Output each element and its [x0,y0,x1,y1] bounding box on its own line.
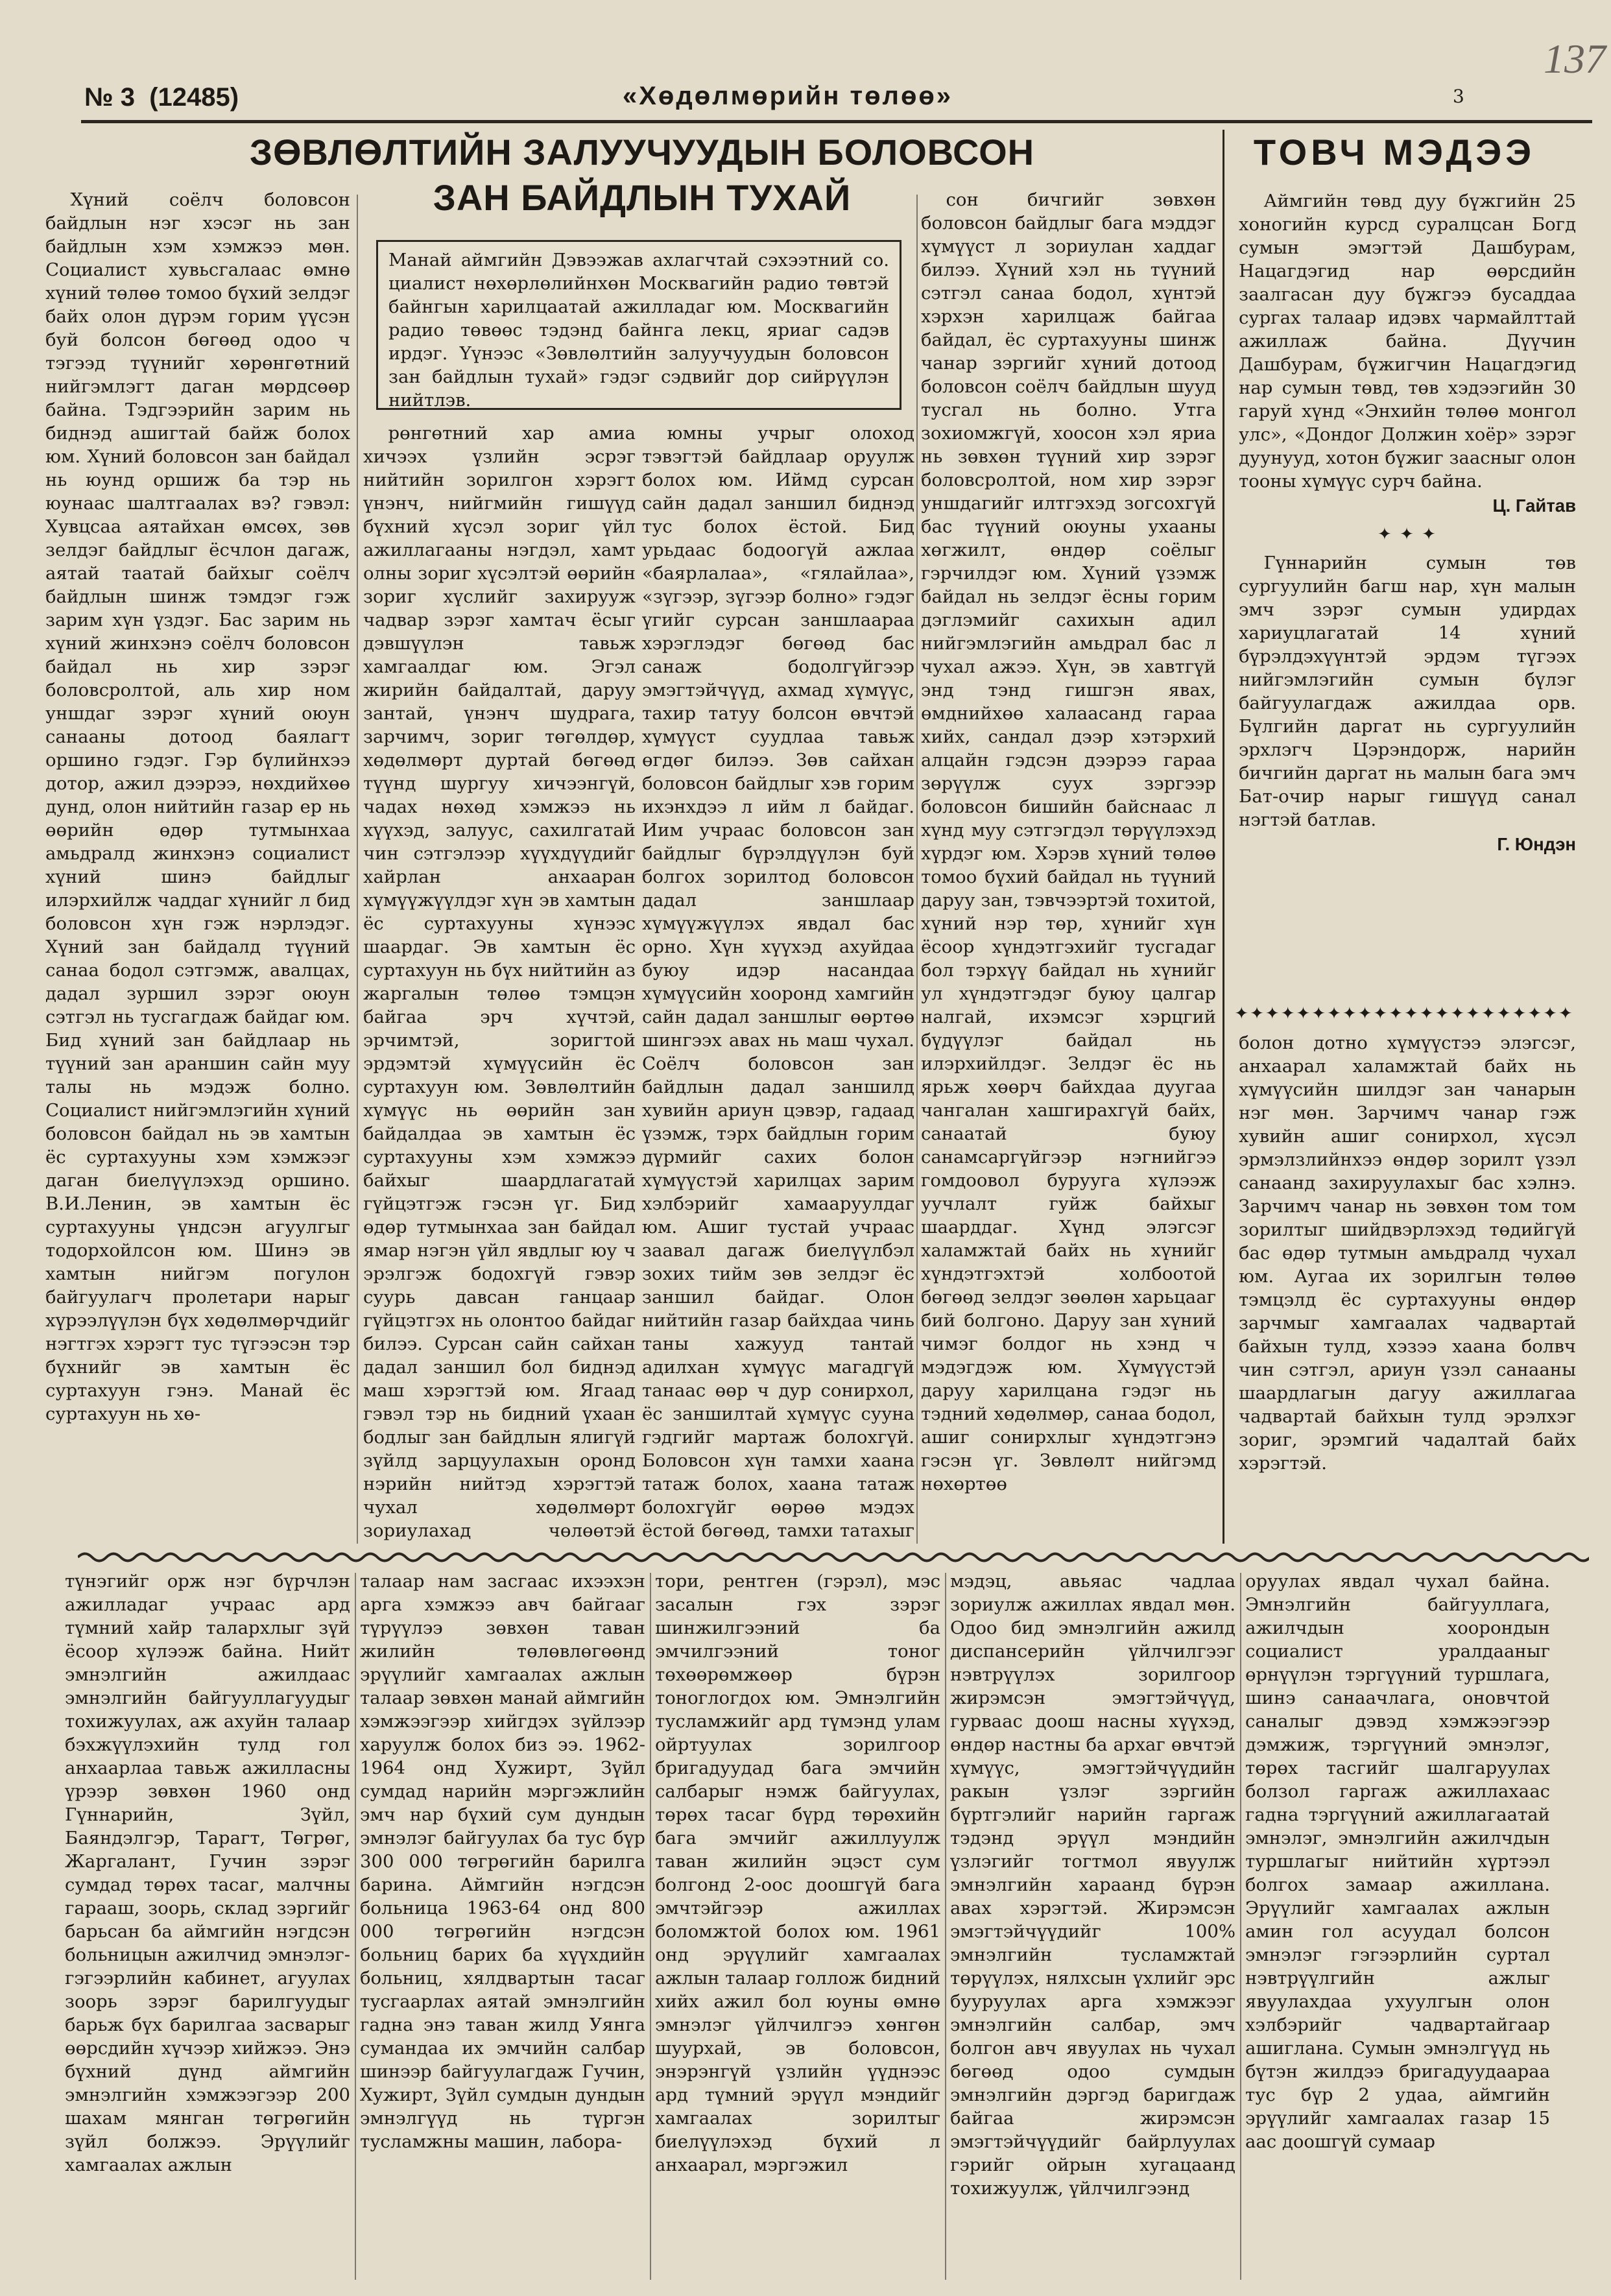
column-divider [945,1573,946,2280]
handwritten-number: 137 [1544,36,1606,82]
masthead: «Хөдөлмөрийн төлөө» [623,82,953,110]
news-title: ТОВЧ МЭДЭЭ [1253,132,1536,173]
column-divider [355,1573,356,2280]
column-divider [1240,1573,1241,2280]
article-column-4: сон бичгийг зөвхөн боловсон байдлыг бага мэддэг хүмүүст л зориулан хаддаг билээ. Хүний хэл нь түүний сэтгэл санаа бодол, хүнтэй хэрхэн харилцаж байгаа байдал, ёс суртахууны шинж чанар зэргийг хүний дотоод боловсон соёлч байдлын шууд тусгал нь болно. Утга зохиомжгүй, хоосон хэл яриа нь зөвхөн түүний хир зэрэг боловсролтой, ном хир зэрэг уншдагийг илтгэхэд зогсохгүй бас түүний оюуны ухааны хөгжилт, өндөр соёлыг гэрчилдэг юм. Хүний үзэмж байдал нь зелдэг ёсны горим дэглэмийг сахихын адил нийгэмлэгийн амьдрал бас л чухал ажээ. Хүн, эв хавтгүй энд тэнд гишгэн явах, өмднийхөө халаасанд гараа хийх, сандал дээр хэтэрхий алцайн гэдсэн дээрээ гараа зөрүүлж суух зэргээр боловсон бишийн байснаас л хүнд муу сэтгэгдэл төрүүлэхэд хүрдэг юм. Хэрэв хүний төлөө томоо бүхий байдал нь түүний даруу зан, тэвчээртэй тохитой, хүний нэр төр, хүнийг хүн ёсоор хүндэтгэхийг тусгадаг бол тэрхүү байдал нь хүнийг ул хүндэтгэдэг буюу цалгар налгай, ихэмсэг хэрцгий бүдүүлэг байдал нь илэрхийлдэг. Зелдэг ёс нь ярьж хөөрч байхдаа дуугаа чангалан хашгирахгүй байх, санаатай буюу санамсаргүйгээр нэгнийгээ гомдоовол бурууга хүлээж уучлалт гуйж байхыг шаарддаг. Хүнд элэгсэг халамжтай байх нь хүнийг хүндэтгэхтэй холбоотой бөгөөд зелдэг зөөлөн харьцааг бий болгоно. Даруу зан хүний чимэг болдог нь хэнд ч мэдэгдэж юм. Хүмүүстэй даруу харилцана гэдэг нь тэдний хөдөлмөр, санаа бодол, ашиг сонирхлыг хүндэтгэнэ гэсэн үг. Зөвлөлт нийгэмд нөхөртөө [921,189,1216,1494]
news-ornament-divider: ✦✦✦✦✦✦✦✦✦✦✦✦✦✦✦✦✦✦✦✦✦✦ [1234,1004,1574,1023]
issue-number: № 3 (12485) [84,83,239,112]
article-lead-box: Манай аймгийн Дэвээжав ахлагчтай сэхээтний со. циалист нөхөрлөлийнхөн Москвагийн радио төвтэй байнгын харилцаатай ажилладаг юм. Москвагийн радио төвөөс тэдэнд байнга лекц, яриаг садэв ирдэг. Үүнээс «Зөвлөлтийн залуучуудын боловсон зан байдлын тухай» гэдэг сэдвийг дор сийрүүлэн нийтлэв. [376,240,901,410]
column-divider [357,195,358,1544]
header-rule [81,120,1592,123]
section-wave-divider [78,1548,1589,1567]
health-article-column-5: оруулах явдал чухал байна. Эмнэлгийн байгууллага, ажилчдын хоорондын социалист уралдааныг өрнүүлэн тэргүүний туршлага, шинэ санаачлага, оновчтой саналыг дэвэд хэмжээгээр дэмжиж, тэргүүний эмнэлэг, төрөх тасгийг шалгаруулах болзол гаргаж ажиллахаас гадна тэргүүний ажиллагаатай эмнэлэг, эмнэлгийн ажилчдын туршлагыг нийтийн хүртээл болгох замаар ажиллана. Эрүүлийг хамгаалах ажлын амин гол асуудал болсон эмнэлэг гэгээрлийн суртал нэвтрүүлгийн ажлыг явуулахдаа ухуулгын олон хэлбэрийг чадвартайгаар ашиглана. Сумын эмнэлгүүд нь бүтэн жилдээ бригадуудаараа тус бүр 2 удаа, аймгийн эрүүлийг хамгаалах газар 15 аас доошгүй сумаар [1245,1571,1550,2152]
health-article-column-4: мэдэц, авьяас чадлаа зориулж ажиллах явдал мөн. Одоо бид эмнэлгийн ажилд диспансерийн үйлчилгээг нэвтрүүлэх зорилгоор жирэмсэн эмэгтэйчүүд, гурваас доош насны хүүхэд, өндөр настны ба архаг өвчтэй хүмүүс, эмэгтэйчүүдийн ракын үзлэг зэргийн бүртгэлийг нарийн гаргаж тэдэнд эрүүл мэндийн үзлэгийг тогтмол явуулж эмнэлгийн хараанд бүрэн авах хэрэгтэй. Жирэмсэн эмэгтэйчүүдийг 100% эмнэлгийн тусламжтай төрүүлэх, нялхсын үхлийг эрс бууруулах арга хэмжээг эмнэлгийн салбар, эмч болгон авч явуулах нь чухал бөгөөд одоо сумдын эмнэлгийн дэргэд баригдаж байгаа жирэмсэн эмэгтэйчүүдийг байрлуулах гэрийг ойрын хугацаанд тохижуулж, үйлчилгээнд [950,1571,1235,2199]
article-title: ЗӨВЛӨЛТИЙН ЗАЛУУЧУУДЫН БОЛОВСОН ЗАН БАЙДЛЫН ТУХАЙ [249,132,1035,218]
column-divider [650,1573,651,2280]
column-divider [916,195,918,1544]
page-number: 3 [1453,86,1464,107]
article-continuation-column: болон дотно хүмүүстээ элэгсэг, анхаарал халамжтай байх нь хүмүүсийн шилдэг зан чанарын нэг мөн. Зарчимч чанар гэж хувийн ашиг сонирхол, хүсэл эрмэлзлийнхээ өндөр зорилт үзэл санаанд захируулахыг бас хэлнэ. Зарчимч чанар нь зөвхөн том том зорилтыг шийдвэрлэхэд төдийгүй бас өдөр тутмын амьдралд чухал юм. Аугаа их зорилгын төлөө тэмцэлд ёс суртахууны өндөр зарчмыг хамгаалах чадвартай байхын тулд, хэзээ хаана болвч чин сэтгэл, ариун үзэл санааны шаардлагын дагуу ажиллагаа чадвартай байхын тулд эрэлхэг зориг, эрэмгий чадалтай байх хэрэгтэй. [1239,1033,1576,1474]
news-divider: ✦ ✦ ✦ [1378,525,1437,544]
article-column-3: юмны учрыг олоход тэвэгтэй байдлаар оруулж болох юм. Иймд сурсан сайн дадал заншил биднэд тус болох ёстой. Бид урьдаас бодоогүй ажлаа «баярлалаа», «гялайлаа», «зүгээр, зүгээр болно» гэдэг үгийг сурсан заншлаараа хэрэглэдэг бөгөөд бас санаж бодолгүйгээр эмэгтэйчүүд, ахмад хүмүүс, тахир татуу болсон өвчтэй хүмүүст суудлаа тавьж өгдөг билээ. Зөв сайхан боловсон байдлыг хэв горим ихэнхдээ л ийм л байдаг. Иим учраас боловсон зан байдлыг бүрэлдүүлэн буй болгох зорилтод боловсон дадал заншлаар хүмүүжүүлэх явдал бас орно. Хүн хүүхэд ахуйдаа буюу идэр насандаа хүмүүсийн хооронд хамгийн сайн дадал заншлыг өөртөө шингээх авах нь маш чухал. Соёлч боловсон зан байдлын дадал заншилд хувийн ариун цэвэр, гадаад үзэмж, тэрх байдлын горим дүрмийг сахих болон хүмүүстэй харилцах зарим хэлбэрийг хамааруулдаг юм. Ашиг тустай учраас заавал дагаж биелүүлбэл зохих тийм зөв зелдэг ёс заншил байдаг. Олон нийтийн газар байхдаа чинь таны хажууд тантай адилхан хүмүүс магадгүй танаас өөр ч дур сонирхол, ёс заншилтай хүмүүс сууна гэдгийг мартаж болохгүй. Боловсон хүн тамхи хаана татаж болох, хаана татаж болохгүйг өөрөө мэдэх ёстой бөгөөд, тамхи татахыг [642,423,914,1541]
news-signature: Ц. Гайтав [1492,496,1576,516]
health-article-column-1: түнэгийг орж нэг бүрчлэн ажилладаг учраас ард түмний хайр талархлыг зүй ёсоор хүлээж байна. Нийт эмнэлгийн ажилдаас эмнэлгийн байгууллагуудыг тохижуулах, аж ахуйн талаар бэхжүүлэхийн тулд гол анхаарлаа тавьж ажилласны үрээр зөвхөн 1960 онд Гүннарийн, Зүйл, Баяндэлгэр, Тарагт, Төгрөг, Жаргалант, Гучин зэрэг сумдад төрөх тасаг, малчны гарааш, зоорь, склад зэргийг барьсан ба аймгийн нэгдсэн больницын ажилчид эмнэлэг-гэгээрлийн кабинет, агуулах зоорь зэрэг барилгуудыг барьж бүх барилгаа засварыг өөрсдийн хүчээр хийжээ. Энэ бүхний дүнд аймгийн эмнэлгийн хэмжээгээр 200 шахам мянган төгрөгийн зүйл болжээ. Эрүүлийг хамгаалах ажлын [65,1571,350,2175]
news-signature: Г. Юндэн [1497,834,1576,854]
news-column: Аймгийн төвд дуу бүжгийн 25 хоногийн курсд суралцсан Богд сумын эмэгтэй Дашбурам, Нацагдэгид нар өөрсдийн заалгасан дуу бүжгээ бусаддаа сургах талаар идэвх чармайлттай ажиллаж байна. Дүүчин Дашбурам, бүжигчин Нацагдэгид нар сумын төвд, төв хэдээгийн 30 гаруй хүнд «Энхийн төлөө монгол улс», «Дондог Должин хоёр» зэрэг дуунууд, хотон бүжиг заасныг олон тооны хүмүүс сурч байна. Ц. Гайтав ✦ ✦ ✦ Гүннарийн сумын төв сургуулийн багш нар, хүн малын эмч зэрэг сумын удирдах хариуцлагатай 14 хүний бүрэлдэхүүнтэй эрдэм түгээх нийгэмлэгийн сумын бүлэг байгуулагдаж ажилдаа орв. Бүлгийн даргат нь сургуулийн эрхлэгч Цэрэндорж, нарийн бичгийн даргат нь малын бага эмч Бат-очир нарыг гишүүд санал нэгтэй батлав. Г. Юндэн [1239,189,1576,971]
column-divider [1223,130,1224,1544]
health-article-column-3: тори, рентген (гэрэл), мэс засалын гэх зэрэг шинжилгээний ба эмчилгээний тоног төхөөрөмжөөр бүрэн тоноглогдох юм. Эмнэлгийн тусламжийг ард түмэнд улам ойртуулах зорилгоор бригадуудад бага эмчийн салбарыг нэмж байгуулах, төрөх тасаг бүрд төрөхийн бага эмчийг ажиллуулж таван жилийн эцэст сум болгонд 2-оос доошгүй бага эмчтэйгээр ажиллах боломжтой болох юм. 1961 онд эрүүлийг хамгаалах ажлын талаар голлож бидний хийх ажил бол юуны өмнө эмнэлэг үйлчилгээ хөнгөн шуурхай, эв боловсон, энэрэнгүй үзлийн үүднээс ард түмний эрүүл мэндийг хамгаалах зорилтыг биелүүлэхэд бүхий л анхаарал, мэргэжил [655,1571,940,2175]
article-column-2: рөнгөтний хар амиа хичээх үзлийн эсрэг нийтийн зорилгон хэрэгт үнэнч, нийгмийн гишүүд бүхний хүсэл зориг үйл ажиллагааны нэгдэл, хамт олны зориг хүсэлтэй өөрийн зориг хүслийг захирууж чадвар зэрэг хамтач ёсыг дэвшүүлэн тавьж хамгаалдаг юм. Эгэл жирийн байдалтай, даруу зантай, үнэнч шудрага, зарчимч, зориг төгөлдөр, хөдөлмөрт дуртай бөгөөд түүнд шургуу хичээнгүй, чадах нөхөд хэмжээ нь хүүхэд, залуус, сахилгатай чин сэтгэлээр хүүхдүүдийг хайрлан анхааран хүмүүжүүлдэг хүн эв хамтын ёс суртахууны хүнээс шаардаг. Эв хамтын ёс суртахуун нь бүх нийтийн аз жаргалын төлөө тэмцэн байгаа эрч хүчтэй, эрчимтэй, зоригтой эрдэмтэй хүмүүсийн ёс суртахуун юм. Зөвлөлтийн хүмүүс нь өөрийн зан байдалдаа эв хамтын ёс суртахууны хэм хэмжээ байхыг шаардлагатай гүйцэтгэж гэсэн үг. Бид өдөр тутмынхаа зан байдал ямар нэгэн үйл явдлыг юу ч эрэлгэж бодохгүй гэвэр суурь давсан ганцаар гүйцэтгэх нь олонтоо байдаг билээ. Сурсан сайн сайхан дадал заншил бол биднэд маш хэрэгтэй юм. Ягаад гэвэл тэр нь бидний үхаан бодлыг зан байдлын ялигүй зүйлд зарцуулахын оронд нэрийн нийтэд хэрэгтэй чухал хөдөлмөрт зориулахад чөлөөтэй [363,423,636,1541]
health-article-column-2: талаар нам засгаас ихээхэн арга хэмжээ авч байгааг түрүүлээ зөвхөн таван жилийн төлөвлөгөөнд эрүүлийг хамгаалах ажлын талаар зөвхөн манай аймгийн хэмжээгээр хийгдэх зүйлээр харуулж болох биз ээ. 1962-1964 онд Хужирт, Зүйл сумдад нарийн мэргэжлийн эмч нар бүхий сум дундын эмнэлэг байгуулах ба тус бүр 300 000 төгрөгийн барилга барина. Аймгийн нэгдсэн больница 1963-64 онд 800 000 төгрөгийн нэгдсэн больниц барих ба хүүхдийн больниц, хялдвартын тасаг тусгаарлах аятай эмнэлгийн гадна энэ таван жилд Уянга сумандаа их эмчийн салбар шинээр байгуулагдаж Гучин, Хужирт, Зүйл сумдын дундын эмнэлгүүд нь түргэн тусламжны машин, лабора- [360,1571,645,2152]
article-column-1: Хүний соёлч боловсон байдлын нэг хэсэг нь зан байдлын хэм хэмжээ мөн. Социалист хувьсгалаас өмнө хүний төлөө томоо бүхий зелдэг байх олон дүрэм горим үүсэн буй болсон бөгөөд одоо ч тэгээд түүнийг хөрөнгөтний нийгэмлэгт даган мөрдсөөр байна. Тэдгээрийн зарим нь биднэд ашигтай байж болох юм. Хүний боловсон зан байдал нь юунд оршиж ба тэр нь юунаас шалтгаалах вэ? гэвэл: Хувцсаа аятайхан өмсөх, зөв зелдэг байдлыг ёсчлон дагаж, аятай таатай байхыг соёлч байдлын шинж тэмдэг гэж зарим хүн үздэг. Бас зарим нь хүний жинхэнэ соёлч боловсон байдал нь хир зэрэг боловсролтой, аль хир ном уншдаг зэрэг хүний оюун санааны дотоод баялагт оршино гэдэг. Гэр бүлийнхээ дотор, ажил дээрээ, нөхдийхөө дунд, олон нийтийн газар ер нь өөрийн өдөр тутмынхаа амьдралд жинхэнэ социалист хүний шинэ байдлыг илэрхийлж чаддаг хүнийг л бид боловсон хүн гэж нэрлэдэг. Хүний зан байдалд түүний санаа бодол сэтгэмж, авалцах, дадал зуршил зэрэг оюун сэтгэл нь тусгагдаж байдаг юм. Бид хүний зан байдлаар нь түүний зан араншин сайн муу талы нь мэдэж болно. Социалист нийгэмлэгийн хүний боловсон байдал нь эв хамтын ёс суртахууны хэм хэмжээг даган биелүүлэхэд оршино. В.И.Ленин, эв хамтын ёс суртахууны үндсэн агуулгыг тодорхойлсон юм. Шинэ эв хамтын нийгэм погулон байгуулагч пролетари нарыг хүрээлүүлэн бүх хөдөлмөрчдийг нэгтгэх хэрэгт тус түгээсэн тэр бүхнийг эв хамтын ёс суртахуун гэнэ. Манай ёс суртахуун нь хө- [45,189,350,1424]
